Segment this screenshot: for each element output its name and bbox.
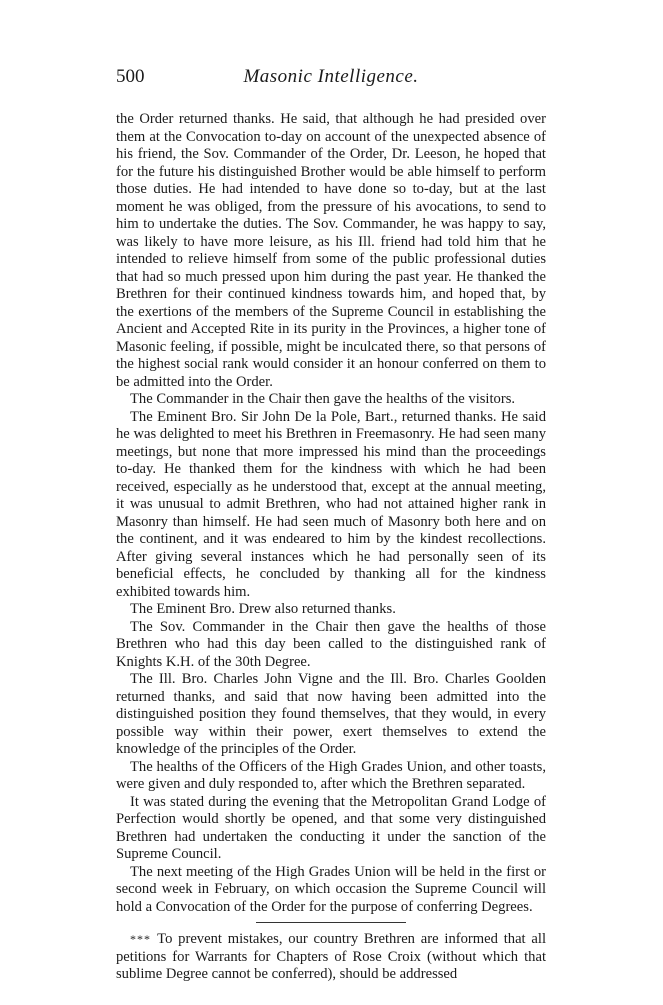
paragraph: the Order returned thanks. He said, that although he had presided over them at the Convocation to-day on account of the unexpected absence of his friend, the Sov. Commander of the Order, Dr. Leeson, he hoped that for the future his distinguished Brother would be able himself to perform those duties. He had intended to have done so to-day, but at the last moment he was obliged, from the pressure of his avocations, to send to him to undertake the duties. The Sov. Commander, he was happy to say, was likely to have more leisure, as his Ill. friend had told him that he intended to relieve himself from some of the public professional duties that had so much pressed upon him during the past year. He thanked the Brethren for their continued kindness towards him, and hoped that, by the exertions of the members of the Supreme Council in establishing the Ancient and Accepted Rite in its purity in the Provinces, a higher tone of Masonic feeling, if possible, might be inculcated there, so that persons of the highest social rank would consider it an honour conferred on them to be admitted into the Order. xyxy=(116,111,546,390)
paragraph: The Eminent Bro. Drew also returned thanks. xyxy=(130,601,396,617)
paragraph: The Ill. Bro. Charles John Vigne and the Ill. Bro. Charles Goolden returned thanks, and said that now having been admitted into the distinguished position they found themselves, that they would, in every possible way within their power, exert themselves to extend the knowledge of the principles of the Order. xyxy=(116,671,546,757)
paragraph: It was stated during the evening that the Metropolitan Grand Lodge of Perfection would shortly be opened, and that some very distinguished Brethren had undertaken the conducting it under the sanction of the Supreme Council. xyxy=(116,793,546,862)
paragraph: The Commander in the Chair then gave the healths of the visitors. xyxy=(130,391,516,407)
paragraph: The Sov. Commander in the Chair then gave the healths of those Brethren who had this day been called to the distinguished rank of Knights K.H. of the 30th Degree. xyxy=(116,618,546,670)
notice-paragraph xyxy=(116,931,546,984)
page-number: 500 xyxy=(116,66,145,87)
section-divider xyxy=(256,922,406,923)
page-header xyxy=(116,66,546,96)
paragraph: The healths of the Officers of the High Grades Union, and other toasts, were given and duly responded to, after which the Brethren separated. xyxy=(116,758,546,792)
paragraph: The next meeting of the High Grades Union will be held in the first or second week in February, on which occasion the Supreme Council will hold a Convocation of the Order for the purpose of conferring Degrees. xyxy=(116,863,546,915)
paragraph: The Eminent Bro. Sir John De la Pole, Bart., returned thanks. He said he was delighted to meet his Brethren in Freemasonry. He had seen many meetings, but none that more impressed his mind than the proceedings to-day. He thanked them for the kindness with which he had been received, especially as he understood that, except at the annual meeting, it was unusual to admit Brethren, who had not attained higher rank in Masonry than himself. He had seen much of Masonry both here and on the continent, and it was endeared to him by the kindest recollections. After giving several instances which he had personally seen of its beneficial effects, he concluded by thanking all for the kindness exhibited towards him. xyxy=(116,408,546,600)
asterism: *** xyxy=(130,932,158,946)
running-title: Masonic Intelligence. xyxy=(243,66,419,87)
article-body xyxy=(116,111,546,984)
notice-text: To prevent mistakes, our country Brethren are informed that all petitions for Warrants for Chapters of Rose Croix (without which that sublime Degree cannot be conferred), should be addressed xyxy=(116,931,546,982)
